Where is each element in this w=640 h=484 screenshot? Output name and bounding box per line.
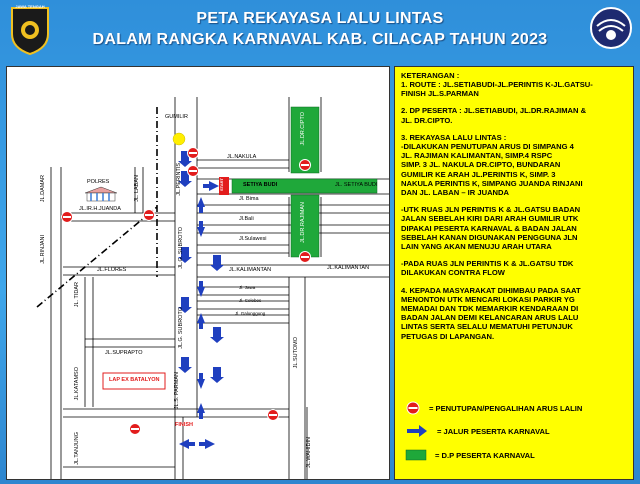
label-batalyon: LAP EX BATALYON [109,377,160,383]
road-network [7,67,390,480]
label-subroto-2: JL.G. SUBROTO [178,307,184,349]
label-parman: JL.S. PARMAN [174,372,180,410]
legend-contra-0: -PADA RUAS JLN PERINTIS K & JL.GATSU TDK [401,259,574,269]
key-dp-label: = D.P PESERTA KARNAVAL [435,450,535,460]
label-sutomo: JL.SUTOMO [293,337,299,369]
closure-sign-icon [405,401,423,415]
polres-building-icon [85,187,117,201]
label-start: START [219,178,224,192]
label-bali: Jl.Bali [239,216,254,222]
legend-utk-3: SEBELAH KANAN DIGUNAKAN PENGGUNA JLN [401,232,578,242]
legend-panel [394,66,634,480]
legend-himbau-2: MEMADAI DAN TDK MEMARKIR KENDARAAN DI [401,304,579,314]
legend-dp-1: 2. DP PESERTA : JL.SETIABUDI, JL.DR.RAJIMAN & [401,106,587,116]
legend-rekayasa-3: SIMP. 3 JL. NAKULA DR.CIPTO, BUNDARAN [401,160,561,170]
label-bima: Jl. Bima [239,196,259,202]
route-arrows [178,151,224,449]
label-laban: JL. LABAN [134,175,140,202]
label-rinjani: JL.RINJANI [40,235,46,264]
left-logo-text: JAWA TENGAH [15,4,45,9]
legend-himbau-1: MENONTON UTK MENCARI LOKASI PARKIR YG [401,294,575,304]
legend-route-1: 1. ROUTE : JL.SETIABUDI-JL.PERINTIS K-JL.GATSU- [401,80,593,89]
key-dp [405,449,535,461]
key-closure [405,401,582,415]
label-setiabudi-1: SETIYA BUDI [243,182,278,188]
legend-rekayasa-1: -DILAKUKAN PENUTUPAN ARUS DI SIMPANG 4 [401,142,574,152]
label-finish: FINISH [175,422,194,428]
legend-himbau-5: PETUGAS DI LAPANGAN. [401,331,495,341]
label-polres: POLRES [87,179,110,185]
label-sulawesi: Jl.Sulawesi [239,236,267,242]
label-kalimantan-1: JL.KALIMANTAN [229,267,272,273]
legend-himbau-4: LINTAS SERTA SELALU MEMATUHI PETUNJUK [401,322,573,332]
legend-heading: KETERANGAN : [401,71,460,80]
legend-rekayasa-5: NAKULA PERINTIS K, SIMPANG JUANDA RINJANI [401,178,583,188]
label-subroto-1: JL.G. SUBROTO [178,227,184,269]
label-tidar: JL. TIDAR [74,282,80,308]
label-tanjung: JL.TANJUNG [74,432,80,465]
legend-route-2: FINISH JL.S.PARMAN [401,89,479,99]
label-cipto: JL.DR.CIPTO [300,112,306,146]
label-juanda: JL.IR.H.JUANDA [79,206,121,212]
title-line-1: PETA REKAYASA LALU LINTAS [196,10,444,27]
label-damar: JL.DAMAR [40,175,46,203]
legend-rekayasa-2: JL. RAJIMAN KALIMANTAN, SIMP.4 RSPC [401,151,553,161]
legend-rekayasa-0: 3. REKAYASA LALU LINTAS : [401,132,507,142]
label-flores: JL.FLORES [97,267,127,273]
traffic-police-logo-icon [589,6,633,50]
dp-area-icon [405,449,427,461]
key-closure-label: = PENUTUPAN/PENGALIHAN ARUS LALIN [429,403,583,413]
label-gumilir: GUMILIR [165,114,188,120]
label-kalimantan-2: JL.KALIMANTAN [327,265,370,271]
label-galunggung: Jl. Galunggung [235,311,266,316]
police-jateng-logo-icon [8,4,52,56]
gumilir-roundabout-icon [173,133,185,145]
legend-contra-1: DILAKUKAN CONTRA FLOW [401,268,505,278]
legend-himbau-0: 4. KEPADA MASYARAKAT DIHIMBAU PADA SAAT [401,285,581,295]
label-wahidin: JL.WAHIDIN [306,437,312,468]
key-route-label: = JALUR PESERTA KARNAVAL [437,426,550,436]
label-setiabudi-2: JL. SETIYA BUDI [335,182,378,188]
label-suprapto: JL.SUPRAPTO [105,350,143,356]
legend-utk-4: LAIN YANG AKAN MENUJU ARAH UTARA [401,242,552,252]
label-perintis: JL.PERINTIS [176,163,182,196]
legend-utk-0: -UTK RUAS JLN PERINTIS K & JL.GATSU BADAN [401,205,581,215]
key-route [405,425,550,437]
legend-rekayasa-4: GUMILIR KE ARAH JL.PERINTIS K, SIMP. 3 [401,169,556,179]
label-katamso: JL.KATAMSO [74,367,80,401]
label-rajiman: JL.DR.RAJIMAN [300,202,306,243]
legend-dp-2: JL. DR.CIPTO. [401,115,453,125]
legend-rekayasa-6: DAN JL. LABAN – IR JUANDA [401,188,510,198]
traffic-map [6,66,390,480]
legend-himbau-3: BADAN JALAN DEMI KELANCARAN ARUS LALU [401,313,579,323]
label-celebes: Jl. Celebes [239,298,262,303]
title-line-2: DALAM RANGKA KARNAVAL KAB. CILACAP TAHUN 2023 [92,31,548,48]
label-jawa: Jl. Jawa [239,285,256,290]
legend-utk-1: JALAN SEBELAH KIRI DARI ARAH GUMILIR UTK [401,214,579,224]
legend-utk-2: DIPAKAI PESERTA KARNAVAL & BADAN JALAN [401,223,577,233]
label-nakula: JL.NAKULA [227,154,257,160]
route-arrow-icon [405,425,429,437]
